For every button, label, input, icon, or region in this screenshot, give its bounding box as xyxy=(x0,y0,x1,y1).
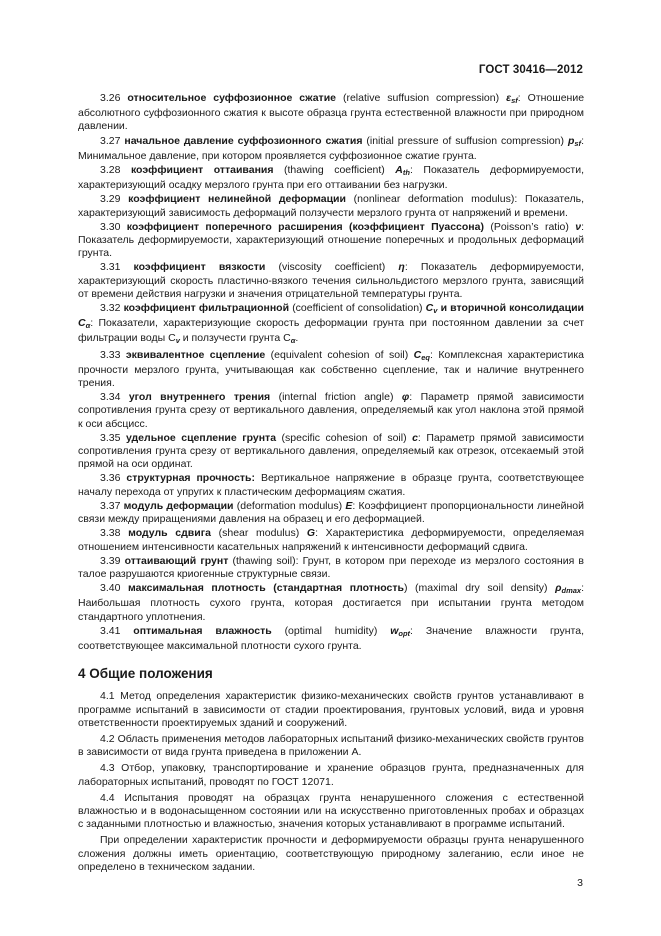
definition-symbol-subscript: th xyxy=(402,168,410,178)
definition-description: Значение влажности грунта, соответствующее максимальной плотности сухого грунта. xyxy=(78,624,584,652)
definition-description: Показатель деформируемости, характеризующий отношение поперечных и продольных деформаций грунта. xyxy=(78,234,584,260)
definition-english: (internal friction angle) xyxy=(278,391,394,404)
definition-term: модуль сдвига xyxy=(128,527,211,540)
definition-english: (coefficient of consolidation) xyxy=(292,302,423,315)
definition-symbol: ν xyxy=(575,220,582,233)
definitions-list xyxy=(78,92,584,653)
standard-code: ГОСТ 30416—2012 xyxy=(478,64,583,76)
definition-number: 3.30 xyxy=(100,220,121,233)
definition-item: 3.40 максимальная плотность (стандартная плотность) (maximal dry soil density) $\rho_{dmax}$: Наибольшая плотность сухого грунта, которая достигается при испытании грунта методом стандартного уплотнения. xyxy=(78,582,585,623)
definition-item: 3.28 коэффициент оттаивания (thawing coefficient) $A_{th}$: Показатель деформируемости, характеризующий осадку мерзлого грунта при его оттаивании без нагрузки. xyxy=(78,164,585,192)
definition-term: оттаивающий грунт xyxy=(124,554,229,567)
definition-symbol: ε xyxy=(506,92,512,104)
definition-symbol-subscript: eq xyxy=(421,352,430,362)
definition-number: 3.37 xyxy=(100,499,121,512)
definition-term: коэффициент поперечного расширения (коэффициент Пуассона) xyxy=(126,220,484,233)
definition-term: относительное суффозионное сжатие xyxy=(127,92,336,104)
paragraph-text: Метод определения характеристик физико-механических свойств грунтов устанавливают в программе испытаний в зависимости от стадии проектирования, грунтовых условий, вида и уровня ответственности проектируемых зданий и сооружений. xyxy=(78,690,585,729)
definition-symbol: p xyxy=(567,134,575,147)
definition-description: Отношение абсолютного суффозионного сжатия к высоте образца грунта естественной влажности при природном давлении. xyxy=(78,92,585,133)
definition-item: 3.26 относительное суффозионное сжатие (relative suffusion compression) $\varepsilon_{sf}$: Отношение абсолютного суффозионного сжатия к высоте образца грунта естественной влажности при природном давлении. xyxy=(78,92,585,133)
definition-english: (viscosity coefficient) xyxy=(278,261,386,274)
definition-number: 3.27 xyxy=(100,134,121,147)
definition-symbol: φ xyxy=(401,391,410,404)
definition-symbol: C xyxy=(413,348,422,361)
definition-number: 3.29 xyxy=(100,193,121,206)
definition-term: модуль деформации xyxy=(123,499,234,512)
definition-number: 3.40 xyxy=(100,582,121,595)
definition-symbol: c xyxy=(412,431,418,444)
paragraph-text: Испытания проводят на образцах грунта ненарушенного сложения с естественной влажностью и в водонасыщенном состоянии или на искусственно приготовленных пробах и образцах с заданными плотностью и влажностью, значения которых устанавливают в программе испытаний. xyxy=(78,791,584,831)
definition-item: 3.27 начальное давление суффозионного сжатия (initial pressure of suffusion compression) $p_{sf}$: Минимальное давление, при котором проявляется суффозионное сжатие грунта. xyxy=(78,134,584,162)
definition-description: Коэффициент пропорциональности линейной связи между приращениями давления на образец и его деформацией. xyxy=(78,499,584,526)
definition-item: 3.35 удельное сцепление грунта (specific cohesion of soil) c: Параметр прямой зависимости сопротивления грунта срезу от вертикального давления, определяемый как отрезок, отсекаемый этой прямой на оси ординат. xyxy=(78,431,584,471)
definition-term: удельное сцепление грунта xyxy=(125,431,277,444)
definition-english: (Poisson’s ratio) xyxy=(490,220,569,233)
definition-item: 3.38 модуль сдвига (shear modulus) G: Характеристика деформируемости, определяемая отношением интенсивности касательных напряжений к интенсивности деформаций сдвига. xyxy=(78,527,585,553)
definition-item: 3.33 эквивалентное сцепление (equivalent cohesion of soil) $C_{eq}$: Комплексная характеристика прочности мерзлого грунта, учитывающая как собственно сцепление, так и наличие внутреннего трения. xyxy=(78,348,584,390)
definition-english: (specific cohesion of soil) xyxy=(281,431,407,444)
definition-description: Минимальное давление, при котором проявляется суффозионное сжатие грунта. xyxy=(78,149,477,162)
definition-item xyxy=(78,555,584,581)
definition-item: 3.32 коэффициент фильтрационной (coefficient of consolidation) $C_v$ и вторичной консолидации $C_\alpha$: Показатели, характеризующие скорость деформации грунта при постоянном давлении за счет фильтрации воды $C_v$ и ползучести грунта $C_\alpha$. xyxy=(78,302,585,346)
definition-symbol-subscript: v xyxy=(433,306,438,316)
definition-symbol: G xyxy=(306,527,316,540)
definition-symbol-secondary: C xyxy=(78,317,86,330)
definition-description: Вертикальное напряжение в образце грунта, соответствующее началу перехода от упругих к пластическим деформациям сжатия. xyxy=(78,472,585,498)
definition-symbol-subscript: dmax xyxy=(561,586,582,596)
definition-term: коэффициент оттаивания xyxy=(130,164,274,177)
definition-number: 3.36 xyxy=(100,472,121,485)
definition-description: Показатели, характеризующие скорость деформации грунта при постоянном давлении за счет фильтрации воды C xyxy=(78,317,585,345)
definition-symbol: A xyxy=(395,164,403,177)
paragraph-number: 4.1 xyxy=(100,690,115,703)
body-paragraph xyxy=(78,792,584,832)
definition-english: (shear modulus) xyxy=(218,527,300,540)
definition-symbol-subscript: α xyxy=(85,321,91,331)
paragraph-text: Отбор, упаковку, транспортирование и хранение образцов грунта, предназначенных для лабораторных испытаний, проводят по ГОСТ 12071. xyxy=(78,762,584,788)
definition-english: (optimal humidity) xyxy=(284,624,378,637)
definition-description: . xyxy=(295,332,299,345)
definition-english: (thawing soil): xyxy=(232,554,299,567)
definition-item xyxy=(78,193,584,219)
definition-english: (equivalent cohesion of soil) xyxy=(270,348,409,361)
definition-description: Характеристика деформируемости, определяемая отношением интенсивности касательных напряжений к интенсивности деформаций сдвига. xyxy=(78,527,585,553)
description-subscript: α xyxy=(290,336,296,346)
definition-number: 3.39 xyxy=(100,554,121,567)
definition-number: 3.26 xyxy=(100,92,121,104)
definition-number: 3.38 xyxy=(100,527,121,540)
page-number: 3 xyxy=(577,877,583,889)
definition-term: начальное давление суффозионного сжатия xyxy=(124,134,363,147)
definition-english: (nonlinear deformation modulus): xyxy=(353,193,518,206)
definition-english: (initial pressure of suffusion compression) xyxy=(366,134,565,147)
definition-item: 3.41 оптимальная влажность (optimal humidity) $w_{opt}$: Значение влажности грунта, соответствующее максимальной плотности сухого грунта. xyxy=(78,624,584,652)
definition-symbol: w xyxy=(390,624,399,637)
definition-english: (thawing coefficient) xyxy=(284,164,385,177)
definition-item xyxy=(78,472,584,498)
document-body xyxy=(78,92,584,877)
definition-item: 3.34 угол внутреннего трения (internal friction angle) φ: Параметр прямой зависимости сопротивления грунта срезу от вертикального давления, определяемый как угол наклона этой прямой к оси абсцисс. xyxy=(78,391,584,430)
definition-term: коэффициент нелинейной деформации xyxy=(128,193,346,206)
paragraph-number: 4.3 xyxy=(100,762,115,775)
definition-number: 3.41 xyxy=(100,624,121,637)
definition-term: угол внутреннего трения xyxy=(128,391,271,404)
definition-description: Грунт, в котором при переходе из мерзлого состояния в талое разрушаются криогенные структурные связи. xyxy=(78,554,584,580)
definition-description: Параметр прямой зависимости сопротивления грунта срезу от вертикального давления, определяемый как отрезок, отсекаемый этой прямой на оси ординат. xyxy=(78,431,584,471)
paragraph-text: При определении характеристик прочности и деформируемости образцы грунта ненарушенного сложения должны иметь ориентацию, соответствующую природному залеганию, если иное не определено в техническом задании. xyxy=(78,834,584,873)
definition-symbol: E xyxy=(345,499,353,512)
body-paragraph xyxy=(78,834,584,874)
definition-term: оптимальная влажность xyxy=(133,624,272,637)
body-paragraph xyxy=(78,733,584,759)
definition-english: ) (maximal dry soil density) xyxy=(403,582,548,595)
definition-symbol-subscript: sf xyxy=(574,138,582,148)
definition-number: 3.35 xyxy=(100,431,121,444)
definition-description: Показатель, характеризующий зависимость деформаций ползучести мерзлого грунта от напряжений и времени. xyxy=(78,193,585,219)
definition-symbol: ρ xyxy=(555,582,562,595)
definition-description: Показатель деформируемости, характеризующий скорость пластично-вязкого течения сильнольдистого мерзлого грунта, зависящий от времени действия нагрузки и значения отрицательной температуры грунта. xyxy=(78,261,585,300)
definition-item: 3.30 коэффициент поперечного расширения (коэффициент Пуассона) (Poisson’s ratio) ν: Показатель деформируемости, характеризующий отношение поперечных и продольных деформаций грунта. xyxy=(78,220,584,260)
definition-term: структурная прочность: xyxy=(126,472,256,485)
definition-english: (deformation modulus) xyxy=(236,499,343,512)
paragraph-text: Область применения методов лабораторных испытаний физико-механических свойств грунтов в зависимости от вида грунта приведена в приложении А. xyxy=(78,732,585,759)
definition-description: и ползучести грунта C xyxy=(179,332,291,345)
paragraph-number: 4.4 xyxy=(100,791,115,804)
body-paragraph xyxy=(78,690,584,730)
definition-symbol: η xyxy=(398,261,405,274)
definition-description: Показатель деформируемости, характеризующий осадку мерзлого грунта при его оттаивании без нагрузки. xyxy=(78,164,585,192)
definition-number: 3.34 xyxy=(100,391,121,404)
body-paragraph xyxy=(78,762,584,788)
definition-description: Наибольшая плотность сухого грунта, которая достигается при испытании грунта методом стандартного уплотнения. xyxy=(78,597,584,623)
definition-number: 3.28 xyxy=(100,164,121,177)
definition-english: (relative suffusion compression) xyxy=(342,92,500,104)
definition-description: Параметр прямой зависимости сопротивления грунта срезу от вертикального давления, определяемый как угол наклона этой прямой к оси абсцисс. xyxy=(78,391,584,430)
definition-symbol: C xyxy=(425,302,434,315)
definition-symbol-subscript: opt xyxy=(398,628,411,638)
definition-term: коэффициент фильтрационной xyxy=(123,302,290,315)
definition-number: 3.33 xyxy=(100,348,121,361)
definition-description: Комплексная характеристика прочности мерзлого грунта, учитывающая как собственно сцепление, так и наличие внутреннего трения. xyxy=(78,348,584,390)
definition-symbol-subscript: sf xyxy=(511,96,518,105)
definition-number: 3.31 xyxy=(100,261,121,274)
definition-item: 3.37 модуль деформации (deformation modulus) E: Коэффициент пропорциональности линейной связи между приращениями давления на образец и его деформацией. xyxy=(78,499,584,526)
paragraph-number: 4.2 xyxy=(100,732,115,745)
definition-number: 3.32 xyxy=(100,302,121,315)
definition-item: 3.31 коэффициент вязкости (viscosity coefficient) η: Показатель деформируемости, характеризующий скорость пластично-вязкого течения сильнольдистого мерзлого грунта, зависящий от времени действия нагрузки и значения отрицательной температуры грунта. xyxy=(78,261,585,300)
section-title: 4 Общие положения xyxy=(78,666,213,682)
definition-term-secondary: и вторичной консолидации xyxy=(440,302,585,315)
definition-term: коэффициент вязкости xyxy=(133,261,266,274)
definition-term: максимальная плотность (стандартная плотность xyxy=(128,582,404,595)
section-paragraphs xyxy=(78,690,584,874)
definition-term: эквивалентное сцепление xyxy=(125,348,266,361)
description-subscript: v xyxy=(175,336,180,346)
